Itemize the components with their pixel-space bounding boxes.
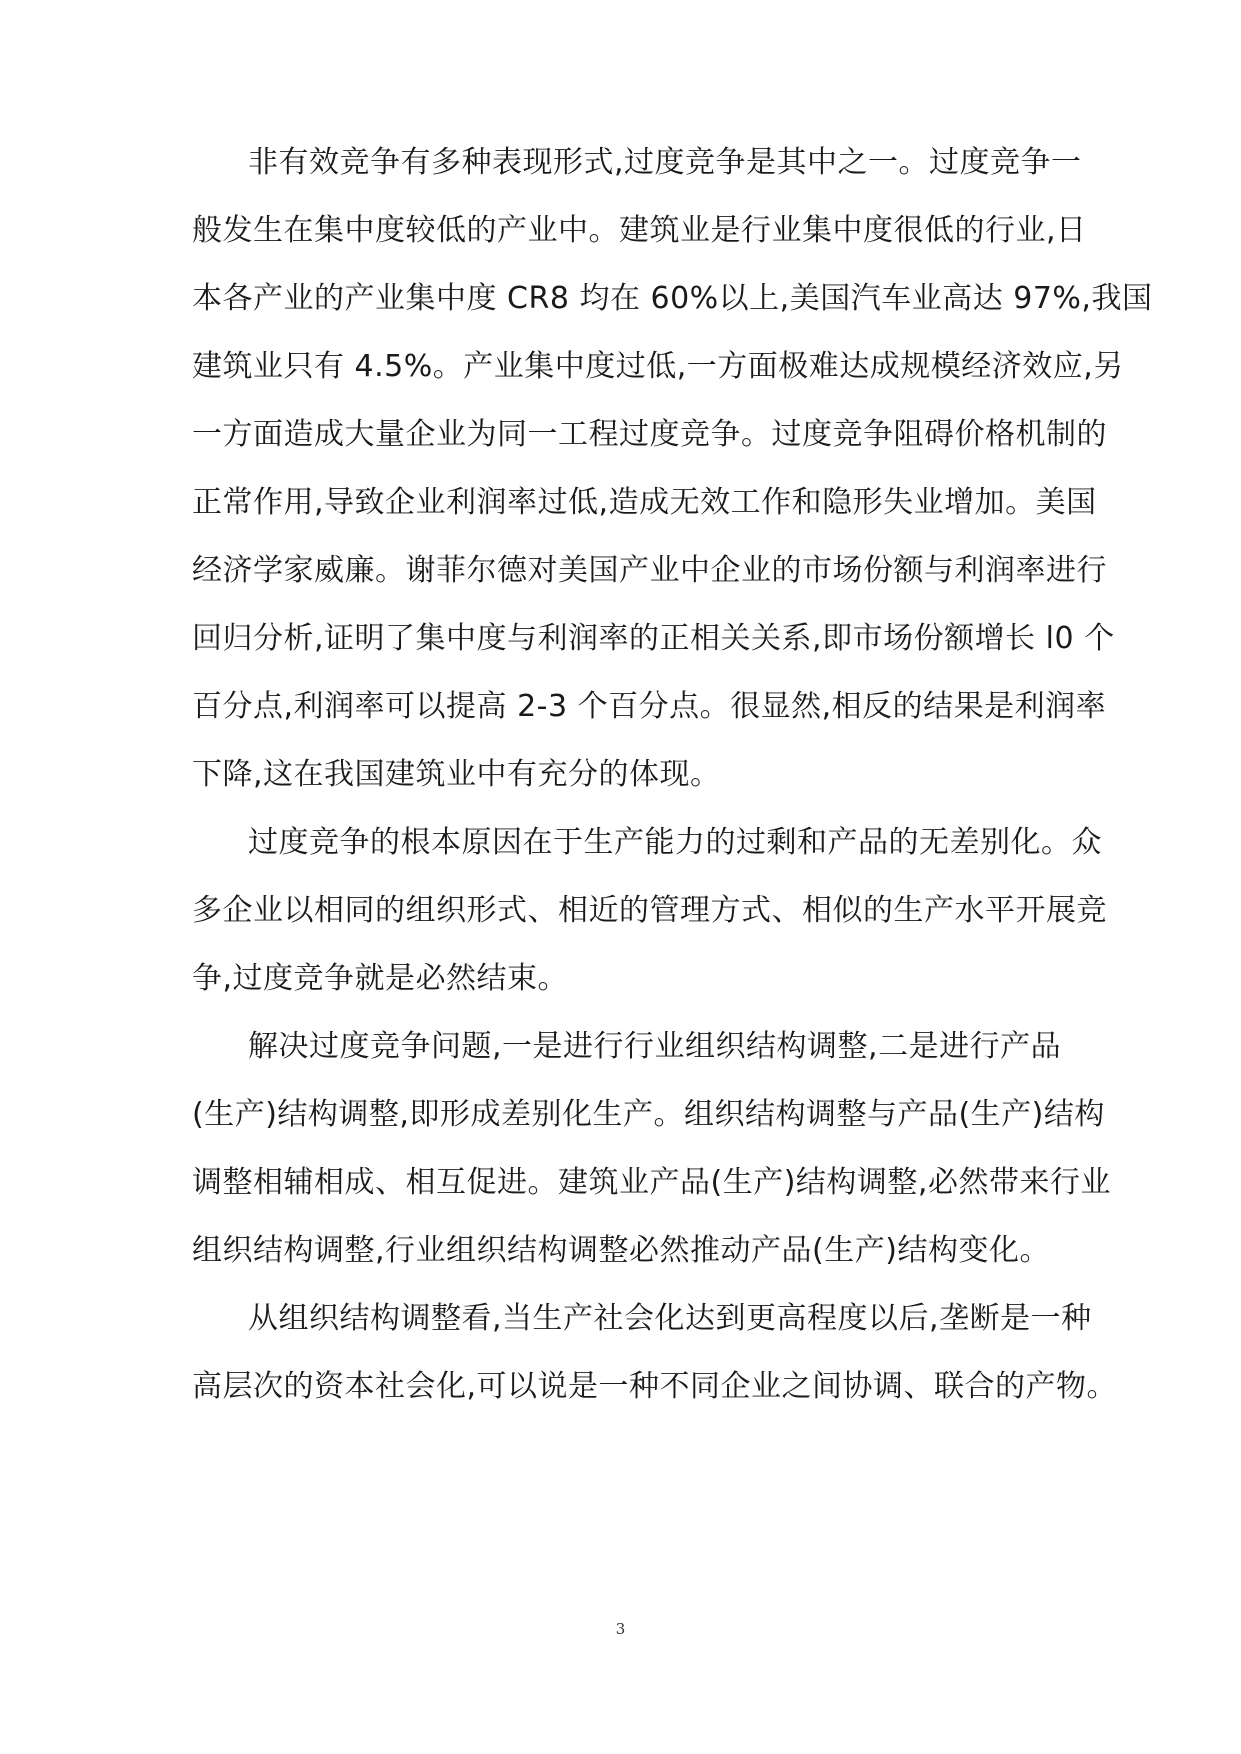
paragraph-4-line-2: 高层次的资本社会化,可以说是一种不同企业之间协调、联合的产物。 bbox=[192, 1369, 1118, 1404]
paragraph-3-line-3: 调整相辅相成、相互促进。建筑业产品(生产)结构调整,必然带来行业 bbox=[192, 1165, 1111, 1200]
page-number: 3 bbox=[615, 1620, 626, 1638]
paragraph-1-line-2: 般发生在集中度较低的产业中。建筑业是行业集中度很低的行业,日 bbox=[192, 213, 1087, 248]
paragraph-3-line-1: 解决过度竞争问题,一是进行行业组织结构调整,二是进行产品 bbox=[248, 1029, 1062, 1064]
paragraph-2-line-3: 争,过度竞争就是必然结束。 bbox=[192, 961, 569, 996]
paragraph-3-line-2: (生产)结构调整,即形成差别化生产。组织结构调整与产品(生产)结构 bbox=[192, 1097, 1105, 1132]
paragraph-1-line-4: 建筑业只有 4.5%。产业集中度过低,一方面极难达成规模经济效应,另 bbox=[192, 349, 1124, 384]
paragraph-1-line-5: 一方面造成大量企业为同一工程过度竞争。过度竞争阻碍价格机制的 bbox=[192, 417, 1107, 452]
paragraph-1-line-3: 本各产业的产业集中度 CR8 均在 60%以上,美国汽车业高达 97%,我国 bbox=[192, 281, 1153, 316]
body-text bbox=[192, 143, 1153, 1435]
paragraph-1-line-8: 回归分析,证明了集中度与利润率的正相关关系,即市场份额增长 l0 个 bbox=[192, 621, 1115, 656]
paragraph-2-line-1: 过度竞争的根本原因在于生产能力的过剩和产品的无差别化。众 bbox=[248, 825, 1102, 860]
paragraph-1-line-1: 非有效竞争有多种表现形式,过度竞争是其中之一。过度竞争一 bbox=[248, 145, 1082, 180]
paragraph-2-line-2: 多企业以相同的组织形式、相近的管理方式、相似的生产水平开展竞 bbox=[192, 893, 1107, 928]
paragraph-1-line-9: 百分点,利润率可以提高 2-3 个百分点。很显然,相反的结果是利润率 bbox=[192, 689, 1107, 724]
paragraph-1-line-6: 正常作用,导致企业利润率过低,造成无效工作和隐形失业增加。美国 bbox=[192, 485, 1097, 520]
paragraph-1-line-7: 经济学家威廉。谢菲尔德对美国产业中企业的市场份额与利润率进行 bbox=[192, 553, 1107, 588]
paragraph-4-line-1: 从组织结构调整看,当生产社会化达到更高程度以后,垄断是一种 bbox=[248, 1301, 1092, 1336]
paragraph-3-line-4: 组织结构调整,行业组织结构调整必然推动产品(生产)结构变化。 bbox=[192, 1233, 1050, 1268]
paragraph-1-line-10: 下降,这在我国建筑业中有充分的体现。 bbox=[192, 757, 721, 792]
